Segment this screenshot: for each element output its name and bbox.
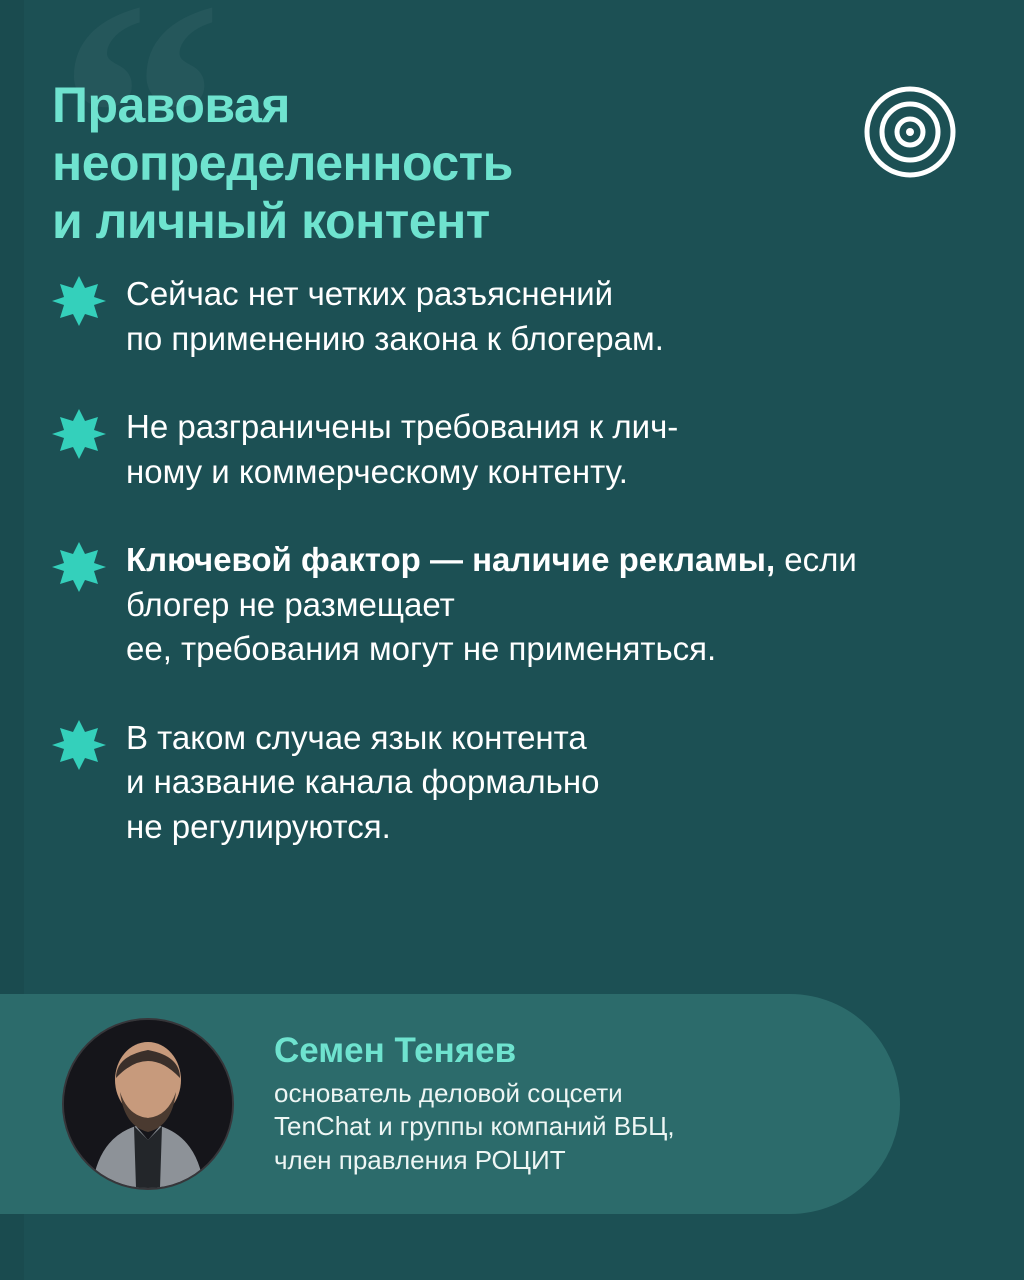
avatar (62, 1018, 234, 1190)
list-item (52, 716, 972, 850)
asterisk-icon (52, 274, 106, 328)
list-item-text (126, 272, 664, 361)
author-card (0, 994, 900, 1214)
list-item-text (126, 405, 678, 494)
bullet-2-line-1: Не разграничены требования к лич- (126, 408, 679, 446)
page-title-line-3: и личный контент (52, 193, 490, 249)
bullet-1-line-2: по применению закона к блогерам. (126, 319, 664, 357)
asterisk-icon (52, 540, 106, 594)
author-role-line-2: TenChat и группы компаний ВБЦ, (274, 1111, 675, 1142)
bullet-2-line-2: ному и коммерческому контенту. (126, 452, 628, 490)
bullet-1-line-1: Сейчас нет четких разъяснений (126, 275, 614, 312)
bullet-4-line-3: не регулируются. (126, 807, 391, 845)
list-item (52, 538, 972, 672)
bullet-3-line-1: если блогер не размещает (126, 541, 857, 623)
list-item-text (126, 716, 599, 850)
list-item (52, 272, 972, 361)
author-role-line-3: член правления РОЦИТ (274, 1144, 566, 1175)
target-icon (864, 86, 956, 178)
author-info (274, 1031, 675, 1177)
bullet-list (52, 272, 972, 893)
page-title-line-1: Правовая (52, 77, 290, 133)
bullet-3-line-2: ее, требования могут не применяться. (126, 630, 717, 668)
asterisk-icon (52, 407, 106, 461)
page-title-line-2: неопределенность (52, 135, 513, 191)
bullet-4-line-2: и название канала формально (126, 763, 600, 801)
list-item-text (126, 538, 956, 672)
author-role (274, 1077, 675, 1177)
author-role-line-1: основатель деловой соцсети (274, 1078, 623, 1109)
page-title (52, 76, 772, 250)
author-name: Семен Теняев (274, 1031, 517, 1071)
asterisk-icon (52, 718, 106, 772)
bullet-3-bold-prefix: Ключевой фактор — наличие рекламы, (126, 541, 776, 579)
list-item (52, 405, 972, 494)
bullet-4-line-1: В таком случае язык контента (126, 718, 587, 756)
